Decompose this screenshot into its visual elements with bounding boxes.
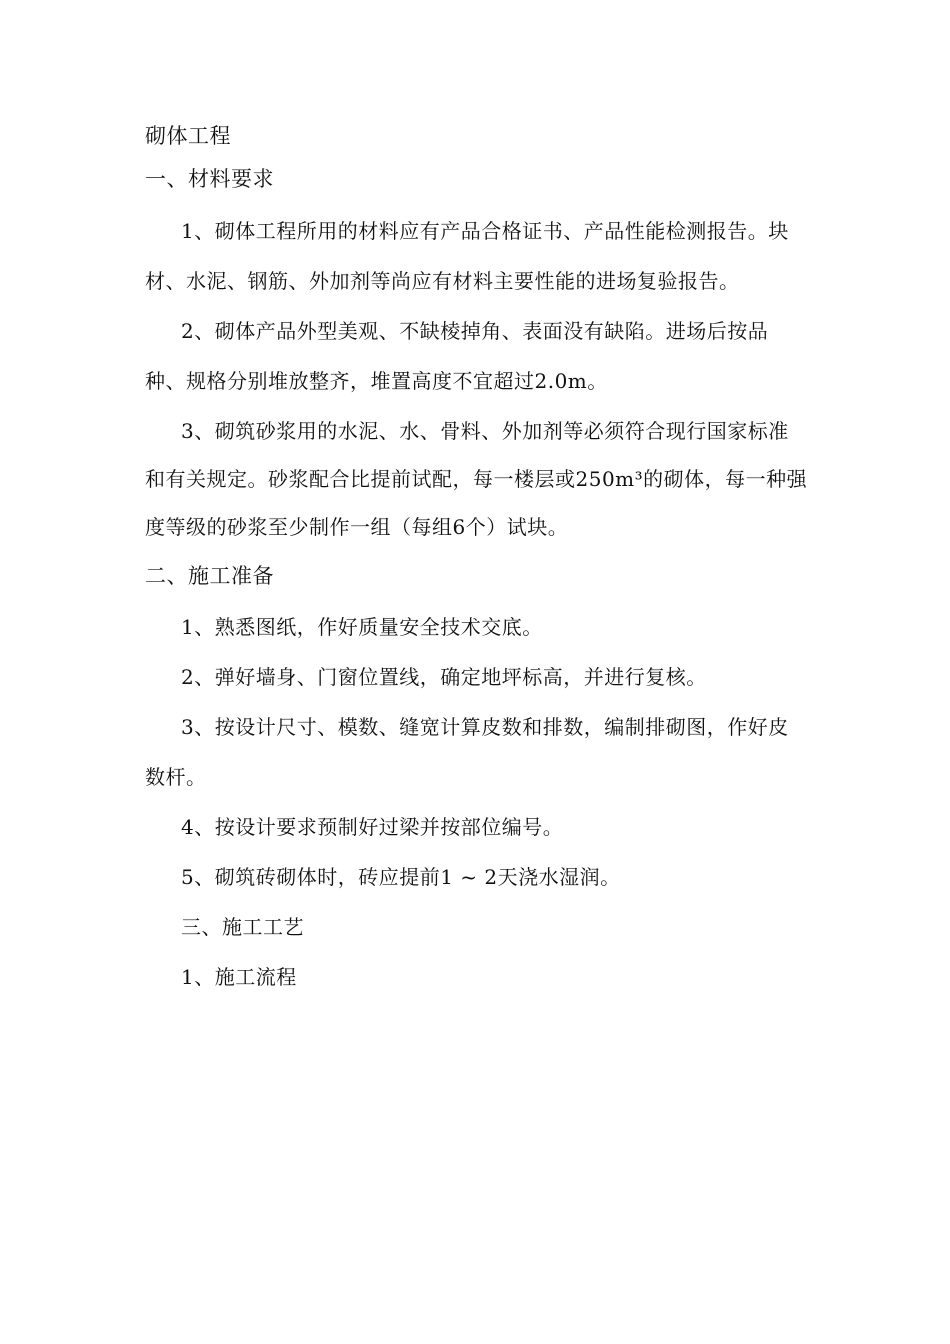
section-heading-materials: 一、材料要求 (145, 167, 274, 191)
paragraph-line: 2、砌体产品外型美观、不缺棱掉角、表面没有缺陷。进场后按品 (181, 319, 769, 343)
list-item: 3、按设计尺寸、模数、缝宽计算皮数和排数，编制排砌图，作好皮 (181, 715, 789, 739)
paragraph-line: 度等级的砂浆至少制作一组（每组6个）试块。 (145, 515, 569, 539)
paragraph-line: 种、规格分别堆放整齐，堆置高度不宜超过2.0m。 (145, 369, 608, 393)
list-item: 4、按设计要求预制好过梁并按部位编号。 (181, 815, 564, 839)
list-item: 1、施工流程 (181, 965, 297, 989)
paragraph-line: 和有关规定。砂浆配合比提前试配，每一楼层或250m³的砌体，每一种强 (145, 467, 808, 491)
list-item: 2、弹好墙身、门窗位置线，确定地坪标高，并进行复核。 (181, 665, 707, 689)
section-heading-preparation: 二、施工准备 (145, 564, 274, 588)
section-heading-process: 三、施工工艺 (181, 915, 304, 939)
paragraph-line: 材、水泥、钢筋、外加剂等尚应有材料主要性能的进场复验报告。 (145, 269, 740, 293)
document-title: 砌体工程 (145, 124, 231, 148)
list-item: 1、熟悉图纸，作好质量安全技术交底。 (181, 615, 543, 639)
paragraph-line: 3、砌筑砂浆用的水泥、水、骨料、外加剂等必须符合现行国家标准 (181, 419, 789, 443)
paragraph-line: 1、砌体工程所用的材料应有产品合格证书、产品性能检测报告。块 (181, 219, 789, 243)
list-item: 5、砌筑砖砌体时，砖应提前1 ~ 2天浇水湿润。 (181, 865, 621, 889)
list-item: 数杆。 (145, 765, 207, 789)
